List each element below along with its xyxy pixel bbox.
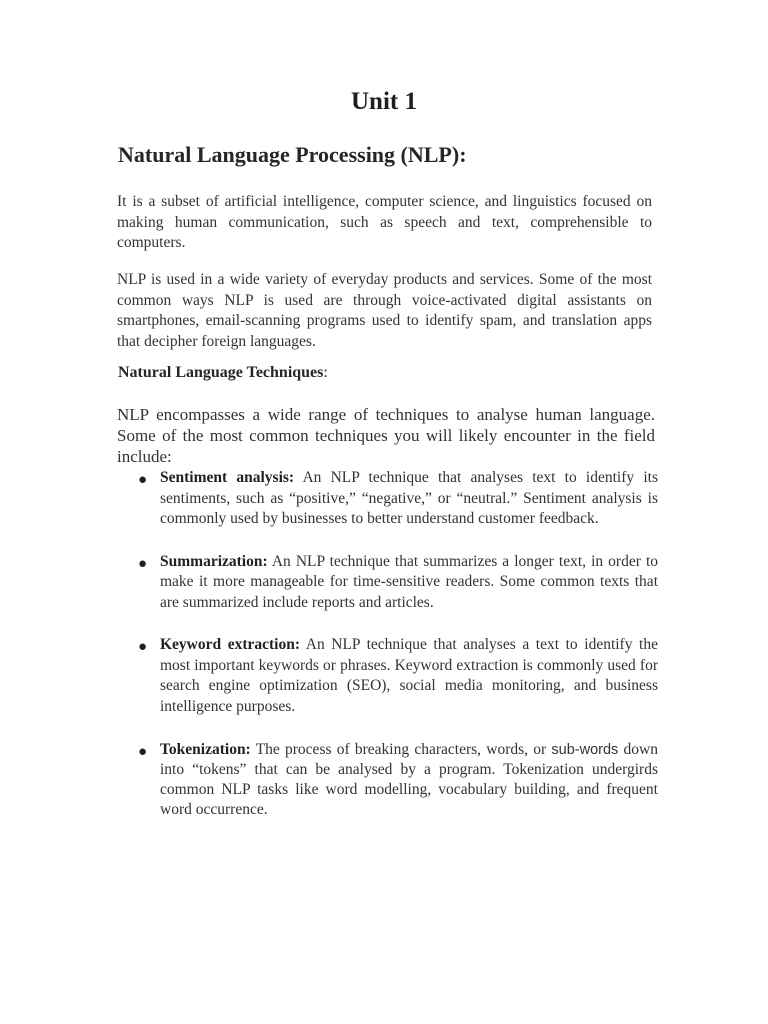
techniques-intro-paragraph: NLP encompasses a wide range of techniques to analyse human language. Some of the most common techniques you will likely encounter in the field include: <box>117 405 655 466</box>
technique-description-start: The process of breaking characters, words, or <box>250 741 552 758</box>
techniques-subheading <box>118 364 328 382</box>
technique-term: Summarization: <box>160 552 268 570</box>
usage-paragraph: NLP is used in a wide variety of everyday products and services. Some of the most common ways NLP is used are through voice-activated digital assistants on smartphones, email-scanning programs used to identify spam, and translation apps that decipher foreign languages. <box>117 271 652 350</box>
technique-term: Keyword extraction: <box>160 636 301 653</box>
list-item <box>118 468 658 530</box>
techniques-subheading-colon: : <box>323 364 328 381</box>
bullet-icon: ● <box>138 744 148 760</box>
unit-title: Unit 1 <box>351 88 417 115</box>
techniques-subheading-text: Natural Language Techniques <box>118 364 324 381</box>
list-item <box>118 635 658 717</box>
list-item <box>118 552 658 614</box>
bullet-icon: ● <box>138 472 148 488</box>
bullet-icon: ● <box>138 555 148 572</box>
technique-description-end: down into “tokens” that can be analysed by a program. Tokenization undergirds common NLP tasks like word modelling, vocabulary building, and frequent word occurrence. <box>160 741 658 818</box>
technique-term: Tokenization: <box>160 741 251 758</box>
technique-description: An NLP technique that summarizes a longer text, in order to make it more manageable for time-sensitive readers. Some common texts that are summarized include reports and articles. <box>160 552 658 611</box>
bullet-icon: ● <box>138 639 148 655</box>
technique-description: An NLP technique that analyses text to identify its sentiments, such as “positive,” “negative,” or “neutral.” Sentiment analysis is commonly used by businesses to better understand customer feedback. <box>160 469 659 527</box>
technique-term: Sentiment analysis: <box>160 469 295 486</box>
technique-description: An NLP technique that analyses a text to identify the most important keywords or phrases. Keyword extraction is commonly used for search engine optimization (SEO), social media monitoring, and business intelligence purposes. <box>160 636 658 715</box>
section-heading: Natural Language Processing (NLP): <box>118 142 467 167</box>
definition-paragraph: It is a subset of artificial intelligence, computer science, and linguistics focused on making human communication, such as speech and text, comprehensible to computers. <box>117 193 652 251</box>
list-item <box>118 740 658 820</box>
techniques-list <box>118 468 658 820</box>
highlighted-term: sub-words <box>551 742 619 758</box>
